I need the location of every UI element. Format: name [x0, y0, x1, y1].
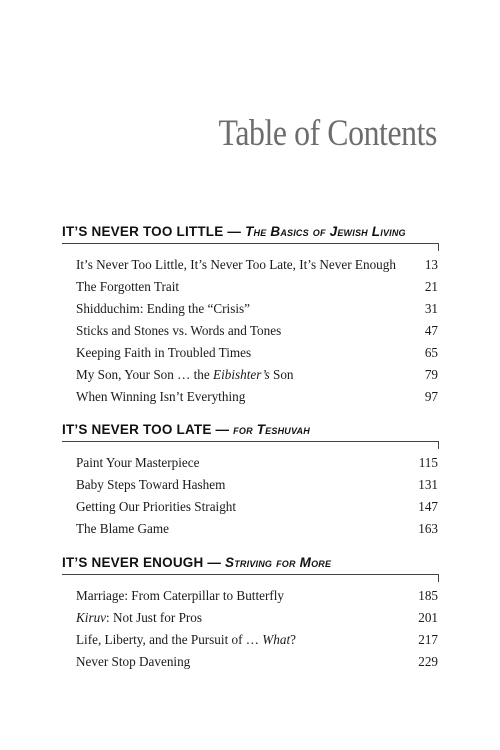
toc-entry[interactable]: [76, 342, 438, 364]
section-heading-subtitle: Striving for More: [225, 555, 332, 570]
toc-entry[interactable]: [76, 364, 438, 386]
entry-title: Kiruv: Not Just for Pros: [76, 610, 203, 625]
section-heading-main: IT’S NEVER TOO LATE —: [62, 422, 230, 437]
toc-section-3: [62, 553, 438, 669]
entry-title: It’s Never Too Little, It’s Never Too Late, It’s Never Enough: [76, 257, 396, 272]
toc-entry[interactable]: [76, 254, 438, 276]
entry-page-number: 79: [424, 367, 438, 382]
toc-entry[interactable]: [76, 474, 438, 496]
toc-entry[interactable]: [76, 496, 438, 518]
toc-entry[interactable]: [76, 386, 438, 408]
entry-page-number: 131: [418, 477, 438, 492]
entry-title: Life, Liberty, and the Pursuit of … What?: [76, 632, 296, 647]
entry-page-number: 21: [424, 279, 438, 294]
entry-title: When Winning Isn’t Everything: [76, 389, 246, 404]
toc-entry[interactable]: [76, 607, 438, 629]
toc-entries: [76, 452, 438, 540]
entry-page-number: 47: [424, 323, 438, 338]
entry-title: Marriage: From Caterpillar to Butterfly: [76, 588, 285, 603]
toc-entry[interactable]: [76, 518, 438, 540]
page-title: Table of Contents: [218, 113, 437, 154]
section-rule: [62, 243, 438, 244]
entry-page-number: 65: [424, 345, 438, 360]
toc-entry[interactable]: [76, 276, 438, 298]
entry-title: Paint Your Masterpiece: [76, 455, 200, 470]
entry-page-number: 163: [418, 521, 438, 536]
section-heading: [62, 222, 438, 242]
toc-entry[interactable]: [76, 629, 438, 651]
entry-page-number: 115: [418, 455, 438, 470]
entry-page-number: 229: [418, 654, 438, 669]
entry-title: Shidduchim: Ending the “Crisis”: [76, 301, 250, 316]
toc-section-2: [62, 420, 438, 536]
section-heading-main: IT’S NEVER ENOUGH —: [62, 555, 222, 570]
entry-page-number: 147: [418, 499, 438, 514]
entry-title: The Forgotten Trait: [76, 279, 180, 294]
toc-section-1: [62, 222, 438, 404]
toc-entry[interactable]: [76, 320, 438, 342]
section-rule: [62, 574, 438, 575]
entry-page-number: 185: [418, 588, 438, 603]
entry-title: Never Stop Davening: [76, 654, 191, 669]
toc-entry[interactable]: [76, 298, 438, 320]
entry-title: Sticks and Stones vs. Words and Tones: [76, 323, 282, 338]
entry-title: Baby Steps Toward Hashem: [76, 477, 226, 492]
entry-page-number: 201: [418, 610, 438, 625]
entry-page-number: 97: [424, 389, 438, 404]
section-heading-subtitle: for Teshuvah: [233, 422, 310, 437]
section-rule: [62, 441, 438, 442]
section-heading: [62, 420, 438, 440]
section-heading-main: IT’S NEVER TOO LITTLE —: [62, 224, 242, 239]
entry-page-number: 217: [418, 632, 438, 647]
toc-entry[interactable]: [76, 585, 438, 607]
toc-entry[interactable]: [76, 651, 438, 673]
entry-title: The Blame Game: [76, 521, 170, 536]
entry-page-number: 13: [424, 257, 438, 272]
section-heading-subtitle: The Basics of Jewish Living: [245, 224, 406, 239]
toc-entries: [76, 585, 438, 673]
toc-entries: [76, 254, 438, 408]
section-heading: [62, 553, 438, 573]
entry-title: Getting Our Priorities Straight: [76, 499, 237, 514]
entry-page-number: 31: [424, 301, 438, 316]
entry-title: My Son, Your Son … the Eibishter’s Son: [76, 367, 294, 382]
toc-entry[interactable]: [76, 452, 438, 474]
entry-title: Keeping Faith in Troubled Times: [76, 345, 252, 360]
